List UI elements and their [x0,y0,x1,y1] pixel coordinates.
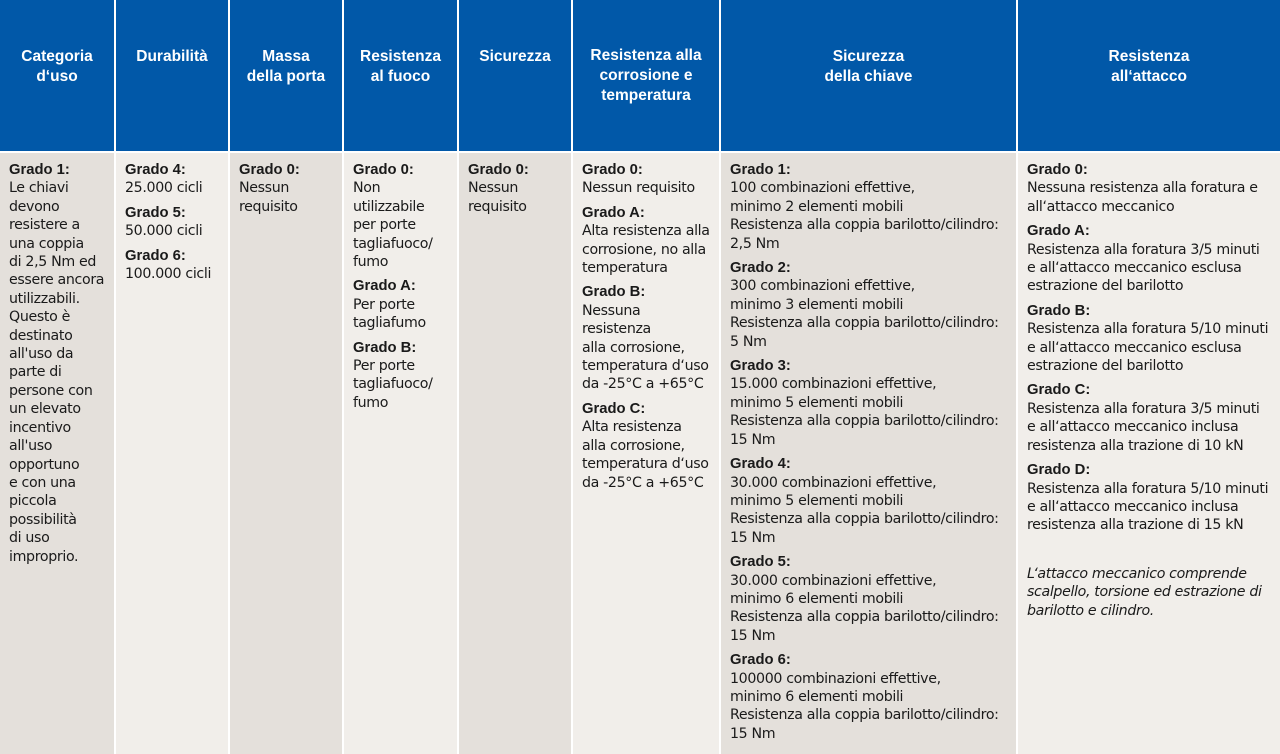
column-massa-porta [230,0,344,754]
grade-entry [1027,302,1272,376]
cell-categoria-uso [0,153,114,754]
grade-label: Grado B: [582,284,646,301]
header-sicurezza-chiave: Sicurezza della chiave [721,0,1016,153]
grade-label: Grado 3: [730,358,791,375]
grade-text: Nessun requisito [239,180,298,215]
grade-entry [353,161,449,271]
grade-entry [125,247,220,284]
footnote: L‘attacco meccanico comprende scalpello, torsione ed estrazione di barilotto e cilindro. [1027,565,1262,619]
column-resistenza-corrosione [573,0,721,754]
grade-text: Resistenza alla foratura 3/5 minuti e all‘attacco meccanico esclusa estrazione del barilotto [1027,241,1260,295]
grade-entry [730,553,1008,645]
grade-text: Nessun requisito [468,180,527,215]
header-categoria-uso: Categoria d‘uso [0,0,114,153]
grade-label: Grado C: [1027,382,1091,399]
grade-label: Grado 1: [9,162,70,178]
grade-entry [353,339,449,413]
grade-label: Grado 5: [125,204,186,221]
grade-text: 100000 combinazioni effettive, minimo 6 elementi mobili Resistenza alla coppia barilotto/cilindro: 15 Nm [730,670,999,742]
grade-text: Resistenza alla foratura 5/10 minuti e all‘attacco meccanico inclusa resistenza alla trazione di 15 kN [1027,480,1269,534]
grade-label: Grado D: [1027,462,1091,479]
grade-text: Alta resistenza alla corrosione, no alla temperatura [582,223,710,277]
grade-text: 100 combinazioni effettive, minimo 2 elementi mobili Resistenza alla coppia barilotto/cilindro: 2,5 Nm [730,180,999,252]
grade-text: 30.000 combinazioni effettive, minimo 6 elementi mobili Resistenza alla coppia barilotto/cilindro: 15 Nm [730,572,999,644]
grade-entry [730,259,1008,351]
grade-label: Grado 5: [730,554,791,571]
cell-resistenza-fuoco [344,153,457,754]
grade-label: Grado 1: [730,162,791,178]
cell-sicurezza-chiave [721,153,1016,754]
grade-entry [582,283,711,393]
grade-entry [1027,161,1272,216]
grade-label: Grado 4: [125,162,186,178]
grade-entry [1027,461,1272,535]
cell-durabilita [116,153,228,754]
header-sicurezza: Sicurezza [459,0,571,153]
column-sicurezza-chiave [721,0,1018,754]
grade-text: Alta resistenza alla corrosione, temperatura d‘uso da -25°C a +65°C [582,419,709,491]
grade-text: Per porte tagliafumo [353,296,426,332]
grade-label: Grado 2: [730,260,791,277]
grade-label: Grado A: [353,278,416,295]
cell-resistenza-corrosione [573,153,719,754]
header-resistenza-attacco: Resistenza all‘attacco [1018,0,1280,153]
grade-entry [582,204,711,278]
column-durabilita [116,0,230,754]
grade-label: Grado 0: [239,162,300,178]
grade-text: Resistenza alla foratura 5/10 minuti e all‘attacco meccanico esclusa estrazione del barilotto [1027,321,1269,375]
column-resistenza-fuoco [344,0,459,754]
column-resistenza-attacco [1018,0,1280,754]
grade-entry [1027,381,1272,455]
grade-text: Resistenza alla foratura 3/5 minuti e all‘attacco meccanico inclusa resistenza alla trazione di 10 kN [1027,400,1260,454]
grade-entry [582,400,711,492]
grade-entry [468,161,563,216]
header-durabilita: Durabilità [116,0,228,153]
grade-text: Nessuna resistenza alla foratura e all‘attacco meccanico [1027,180,1258,215]
grade-text: 300 combinazioni effettive, minimo 3 elementi mobili Resistenza alla coppia barilotto/cilindro: 5 Nm [730,278,999,350]
grade-label: Grado 6: [125,247,186,264]
grade-label: Grado C: [582,400,646,417]
grade-entry [239,161,334,216]
grade-text: 50.000 cicli [125,223,203,240]
column-sicurezza [459,0,573,754]
cell-massa-porta [230,153,342,754]
column-categoria-uso [0,0,116,754]
grade-text: Non utilizzabile per porte tagliafuoco/ fumo [353,180,433,271]
header-massa-porta: Massa della porta [230,0,342,153]
grade-label: Grado 0: [582,162,643,178]
grade-label: Grado B: [353,339,417,356]
grade-label: Grado A: [582,204,645,221]
cell-resistenza-attacco [1018,153,1280,754]
grade-label: Grado 0: [353,162,414,178]
grade-entry [353,277,449,332]
grade-label: Grado 0: [1027,162,1088,178]
grade-text: Le chiavi devono resistere a una coppia di 2,5 Nm ed essere ancora utilizzabili. Questo è destinato all'uso da parte di persone con un elevato incentivo all'uso opportuno e con una piccola possibilità di uso improprio. [9,180,105,565]
grade-entry [125,161,220,198]
grade-text: 100.000 cicli [125,266,212,283]
grade-text: 25.000 cicli [125,180,203,197]
grade-label: Grado 0: [468,162,529,178]
grade-label: Grado 4: [730,456,791,473]
grade-entry [125,204,220,241]
grade-entry [1027,222,1272,296]
grade-label: Grado A: [1027,223,1090,240]
grade-entry [730,455,1008,547]
grade-entry [730,651,1008,743]
grade-text: Per porte tagliafuoco/ fumo [353,358,433,411]
grade-text: 15.000 combinazioni effettive, minimo 5 elementi mobili Resistenza alla coppia barilotto/cilindro: 15 Nm [730,376,999,448]
grade-label: Grado 6: [730,652,791,669]
cell-sicurezza [459,153,571,754]
header-resistenza-corrosione: Resistenza alla corrosione e temperatura [573,0,719,153]
grade-text: Nessuna resistenza alla corrosione, temperatura d‘uso da -25°C a +65°C [582,302,709,393]
grade-entry [582,161,711,198]
grade-text: 30.000 combinazioni effettive, minimo 5 elementi mobili Resistenza alla coppia barilotto/cilindro: 15 Nm [730,474,999,546]
grade-entry [730,357,1008,449]
grade-entry [730,161,1008,253]
header-resistenza-fuoco: Resistenza al fuoco [344,0,457,153]
grade-text: Nessun requisito [582,180,695,197]
grade-entry [9,161,106,566]
grade-label: Grado B: [1027,302,1091,319]
